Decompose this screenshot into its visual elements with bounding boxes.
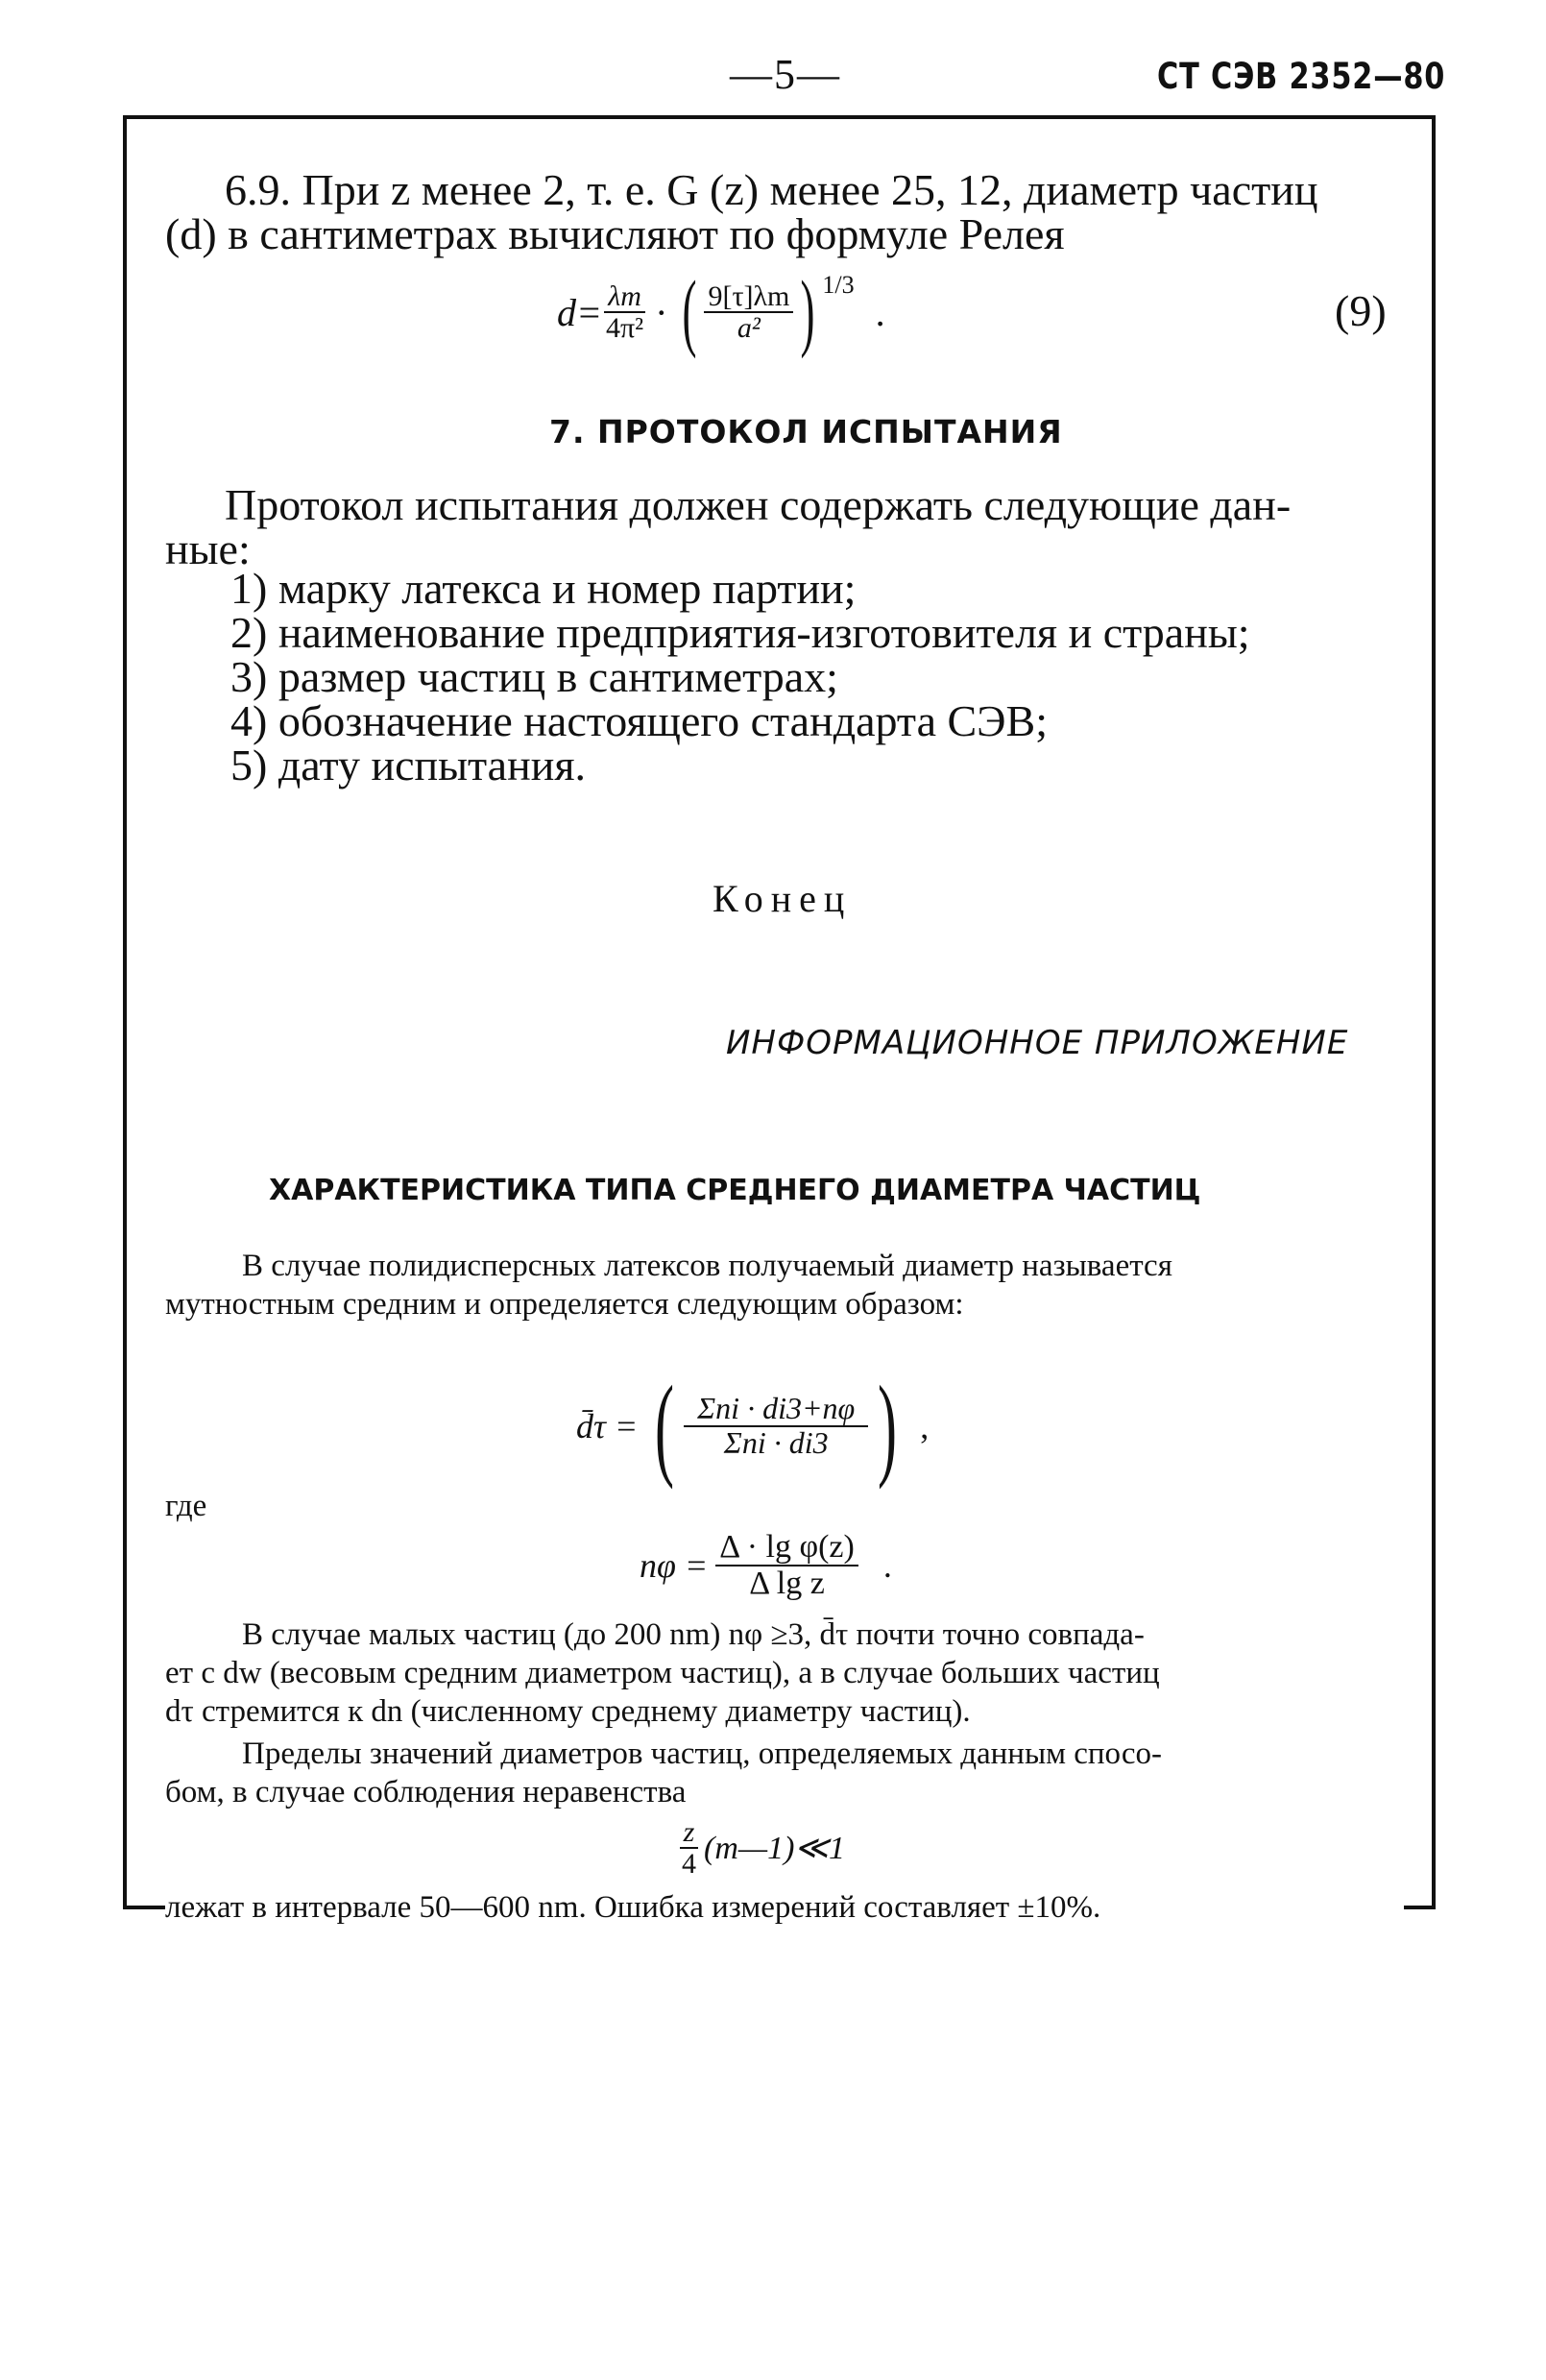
appendix-p3-line1: Пределы значений диаметров частиц, определяемых данным спосо- [242,1736,1163,1771]
formula-inequality-num: z [680,1817,699,1850]
formula-n-phi-num: Δ · lg φ(z) [715,1530,858,1566]
formula-9-lparen: ( [682,264,697,359]
page-number: —5— [730,51,841,98]
formula-mean-diameter-den: Σni · di3 [723,1425,829,1460]
formula-mean-diameter [576,1354,929,1498]
formula-9-rparen: ) [800,264,815,359]
formula-9-den1: 4π² [606,312,644,344]
section-7-title: 7. ПРОТОКОЛ ИСПЫТАНИЯ [549,413,1063,450]
formula-mean-diameter-frac [684,1393,868,1459]
section-7-intro-line1: Протокол испытания должен содержать следующие дан- [225,480,1292,529]
appendix-paragraph-4: лежат в интервале 50—600 nm. Ошибка измерений составляет ±10%. [165,1888,1404,1927]
paragraph-6-9-line1: 6.9. При z менее 2, т. е. G (z) менее 25, 12, диаметр частиц [225,165,1318,214]
formula-9-exponent: 1/3 [822,271,855,299]
appendix-paragraph-3 [165,1735,1390,1811]
formula-9-lhs: d= [557,290,602,334]
formula-n-phi-period: . [882,1546,892,1585]
appendix-label: ИНФОРМАЦИОННОЕ ПРИЛОЖЕНИЕ [726,1024,1349,1062]
list-item: 5) дату испытания. [230,741,586,789]
formula-n-phi [640,1518,892,1614]
formula-9-number: (9) [1335,286,1387,335]
section-7-intro-line2: ные: [165,524,251,573]
appendix-p1-line2: мутностным средним и определяется следующим образом: [165,1287,964,1322]
formula-n-phi-den: Δ lg z [749,1566,825,1601]
formula-inequality-den: 4 [682,1848,696,1880]
formula-inequality-rest: (m—1)≪1 [704,1831,846,1866]
appendix-p1-line1: В случае полидисперсных латексов получаемый диаметр называется [242,1249,1172,1283]
formula-mean-diameter-lparen: ( [655,1362,675,1490]
formula-mean-diameter-lhs: d̄τ = [576,1407,639,1445]
where-label: где [165,1489,207,1523]
appendix-title: ХАРАКТЕРИСТИКА ТИПА СРЕДНЕГО ДИАМЕТРА ЧАСТИЦ [269,1174,1201,1207]
appendix-p3-line2: бом, в случае соблюдения неравенства [165,1775,687,1809]
formula-9-frac1 [602,281,647,344]
formula-inequality [678,1809,845,1886]
formula-9-frac2 [704,281,793,344]
appendix-p2-line2: ет с dw (весовым средним диаметром частиц), а в случае больших частиц [165,1656,1160,1690]
section-7-intro [165,478,1394,576]
formula-9-num2: 9[τ]λm [704,281,793,314]
formula-9-num1: λm [604,281,645,314]
paragraph-6-9-line2: (d) в сантиметрах вычисляют по формуле Релея [165,209,1065,258]
section-7-list [230,564,1402,789]
appendix-paragraph-2 [165,1615,1390,1731]
appendix-p2-line1: В случае малых частиц (до 200 nm) nφ ≥3, d̄τ почти точно совпада- [242,1617,1145,1652]
appendix-paragraph-1 [165,1247,1327,1324]
list-item: 1) марку латекса и номер партии; [230,564,857,613]
formula-n-phi-lhs: nφ = [640,1546,709,1585]
formula-n-phi-frac [715,1530,858,1600]
list-item: 4) обозначение настоящего стандарта СЭВ; [230,696,1048,745]
formula-inequality-frac [678,1817,700,1880]
formula-9-den2: a² [737,312,761,344]
formula-mean-diameter-num: Σni · di3+nφ [684,1393,868,1427]
standard-number: СТ СЭВ 2352—80 [1157,56,1446,97]
list-item: 2) наименование предприятия-изготовителя и страны; [230,608,1250,657]
formula-9 [557,259,885,365]
list-item: 3) размер частиц в сантиметрах; [230,652,838,701]
paragraph-6-9-cont [165,207,1394,261]
formula-mean-diameter-comma: , [920,1407,930,1445]
formula-9-period: . [875,290,885,334]
formula-mean-diameter-rparen: ) [878,1362,898,1490]
formula-9-dot: · [655,290,668,334]
appendix-p2-line3: dτ стремится к dn (численному среднему диаметру частиц). [165,1694,971,1729]
end-mark: Конец [713,877,853,920]
